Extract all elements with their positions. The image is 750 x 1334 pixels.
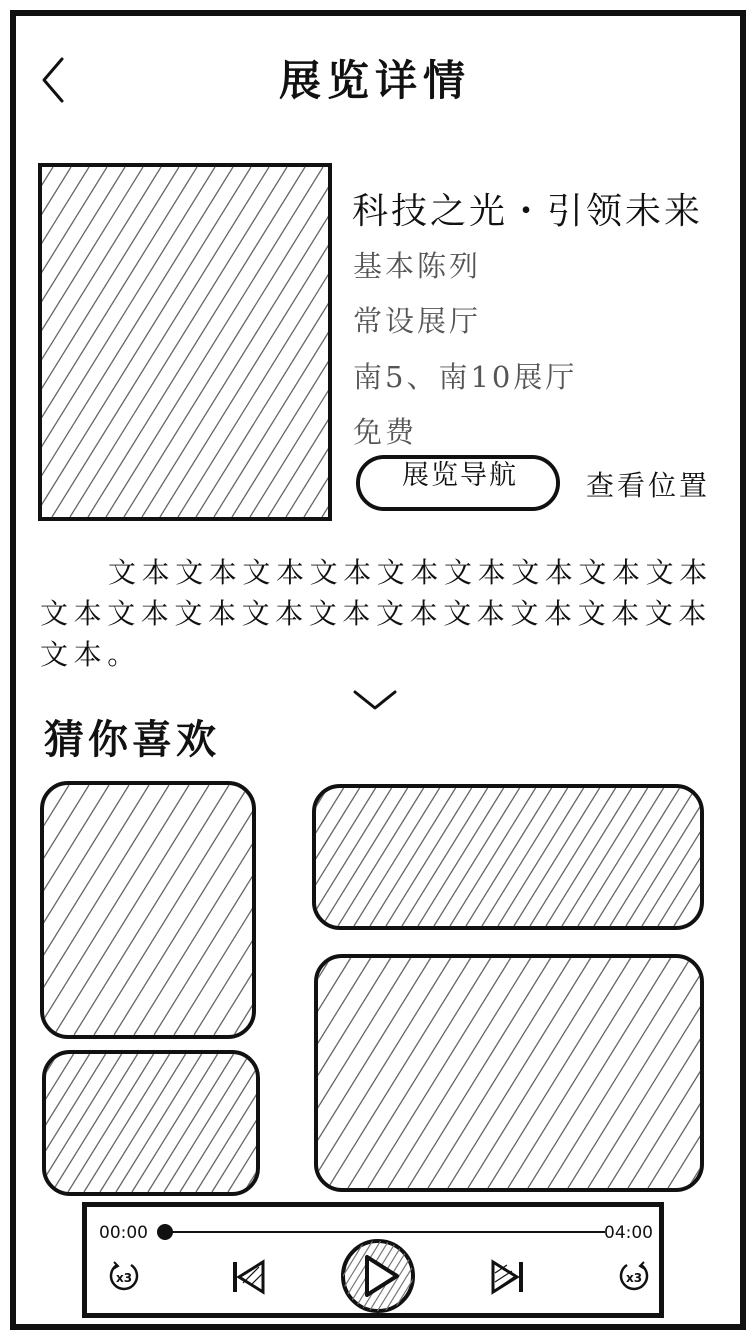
progress-track[interactable] bbox=[165, 1231, 605, 1233]
forward-speed-label: x3 bbox=[625, 1271, 643, 1285]
progress-thumb[interactable] bbox=[157, 1224, 173, 1240]
exhibition-title: 科技之光・引领未来 bbox=[352, 191, 704, 232]
hatch-pattern bbox=[46, 1054, 256, 1192]
hatch-pattern bbox=[42, 167, 328, 517]
hatch-pattern bbox=[318, 958, 700, 1188]
skip-next-icon[interactable] bbox=[487, 1257, 527, 1297]
exhibition-description: 文本文本文本文本文本文本文本文本文本文本文本文本文本文本文本文本文本文本文本文本。 bbox=[40, 556, 713, 671]
play-icon[interactable] bbox=[339, 1237, 417, 1315]
rewind-x3-icon[interactable] bbox=[107, 1260, 141, 1294]
page-title: 展览详情 bbox=[278, 56, 471, 105]
total-time: 04:00 bbox=[604, 1223, 653, 1243]
recommend-card[interactable] bbox=[314, 954, 704, 1192]
recommend-card[interactable] bbox=[40, 781, 256, 1039]
fast-forward-x3-icon[interactable] bbox=[617, 1260, 651, 1294]
exhibition-navigation-button[interactable] bbox=[356, 455, 560, 511]
exhibition-price: 免费 bbox=[353, 415, 418, 449]
current-time: 00:00 bbox=[99, 1223, 148, 1243]
recommend-card[interactable] bbox=[312, 784, 704, 930]
exhibition-category: 常设展厅 bbox=[353, 304, 482, 338]
hatch-pattern bbox=[316, 788, 700, 926]
recommend-card[interactable] bbox=[42, 1050, 260, 1196]
audio-player bbox=[82, 1202, 664, 1318]
view-location-link[interactable]: 查看位置 bbox=[586, 469, 711, 502]
exhibition-type: 基本陈列 bbox=[353, 249, 482, 283]
chevron-down-icon[interactable] bbox=[352, 688, 398, 714]
exhibition-poster-image bbox=[38, 163, 332, 521]
nav-button-label: 展览导航 bbox=[360, 459, 560, 507]
hatch-pattern bbox=[44, 785, 252, 1035]
recommend-section-title: 猜你喜欢 bbox=[44, 716, 220, 763]
exhibition-location: 南5、南10展厅 bbox=[353, 360, 578, 394]
skip-previous-icon[interactable] bbox=[229, 1257, 269, 1297]
nav-button-label-wrap bbox=[360, 459, 556, 507]
rewind-speed-label: x3 bbox=[115, 1271, 133, 1285]
